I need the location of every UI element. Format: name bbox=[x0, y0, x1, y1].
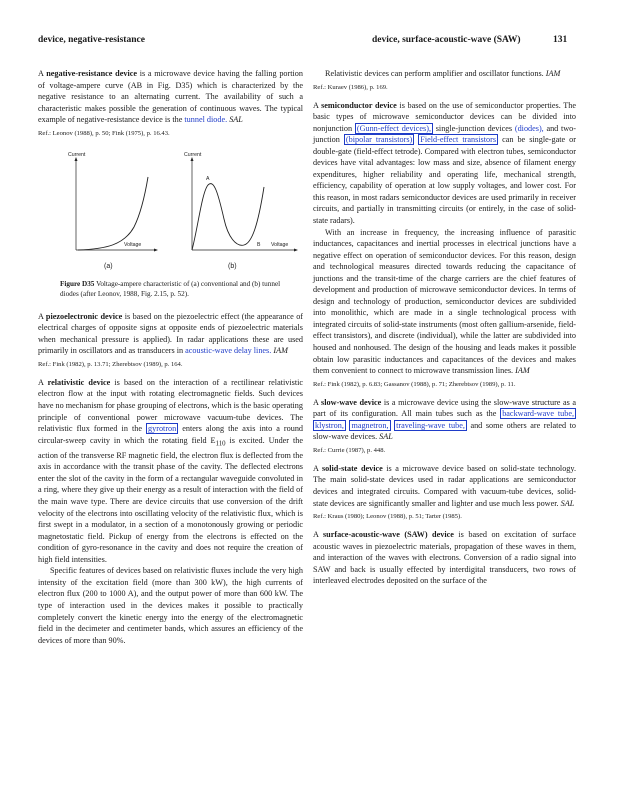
label-current-a: Current bbox=[68, 151, 86, 158]
link-gunn-effect-devices[interactable]: (Gunn-effect devices), bbox=[356, 123, 432, 133]
link-diodes[interactable]: (diodes), bbox=[514, 123, 544, 133]
link-bipolar-transistors[interactable]: (bipolar transistors) bbox=[345, 135, 413, 145]
paragraph-semiconductor-2: With an increase in frequency, the increasing influence of parasitic inductances, capacitances and inertial processes in electrical junctions have a negative effect on operation of semiconductor devices. For this reason, design and technological measures directed towards reducing the capacitance of junctions and the transit-time of the charge carriers are the chief features of development and production of microwave semiconductor devices. In terms of design and technology of production, semiconductor devices are subdivided into monolithic, which are made in a single technological process with integrated circuits of solid-state instruments (most often gallium-arsenide, field-effect transistors), and discrete (individual), while the latter are subdivided into housed and nonhoused. The design of the housing and leads makes it possible obtain low parasitic inductances and capacitances of the devices and makes them convenient to connect to microwave transmission lines. IAM bbox=[313, 227, 576, 376]
reference-line: Ref.: Currie (1987), p. 448. bbox=[313, 446, 386, 454]
label-point-a: A bbox=[206, 175, 210, 182]
entry-piezoelectronic: A piezoelectronic device is based on the piezoelectric effect (the appearance of electrical charges of opposite signs at opposite ends of piezoelectric materials when mechanical pressure is applied). In radar applications these are used primarily in oscillators and as transducers in acoustic-wave delay lines. IAM bbox=[38, 311, 304, 356]
paragraph-relativistic-2: Specific features of devices based on relativistic fluxes include the very high intensity of the excitation field (more than 300 kW), the high currents of electron flux (200 to 1000 A), and the output power of more than 600 kW. The type of interaction used in the devices makes it possible to practically completely convert the kinetic energy into the energy of the electromagnetic field in the decimeter and centimeter bands, which assures an efficiency of the devices of more than 90%. bbox=[38, 566, 303, 645]
link-traveling-wave-tube[interactable]: traveling-wave tube, bbox=[396, 420, 465, 430]
arrowhead-voltage-b bbox=[294, 248, 298, 251]
label-point-b: B bbox=[257, 241, 261, 248]
term-saw: surface-acoustic-wave (SAW) device bbox=[322, 530, 454, 540]
entry-negative-resistance: A negative-resistance device is a microwave device having the falling portion of voltage-ampere curve (AB in Fig. D35) which is characterized by the negative resistance to an alternating current. The availability of such a characteristic makes possible the generation of continuous waves. The typical example of negative-resistance device is the tunnel diode. SAL bbox=[38, 69, 303, 125]
entry-semiconductor: A semiconductor device is based on the use of semiconductor properties. The basic types of microwave semiconductor devices can be divided into nonjunction (Gunn-effect devices), single-junction devices (diodes), and two-junction (bipolar transistors) Field-effect transistors can be single-gate or double-gate (field-effect tetrode). Compared with electron tubes, semiconductor devices have vital advantages: low mass and size, absence of filament energy expenditures, higher reliability and operating life, mechanical strength, efficiency, capability of operation at low supply voltages, and lower cost. For this reason, in most radars semiconductor devices are used primarily in receiver circuits, and partially in transmitting circuits (or entirely, in the case of solid-state radars). bbox=[313, 100, 577, 226]
link-acoustic-wave-delay-lines[interactable]: acoustic-wave delay lines. bbox=[185, 346, 272, 356]
voltage-ampere-diagram bbox=[38, 147, 303, 273]
entry-saw: A surface-acoustic-wave (SAW) device is based on excitation of surface acoustic waves in piezoelectric materials, propagation of these waves in them, and interaction of the waves with electrons. Conversion of a radio signal into SAW and back is usually effected by interdigital transducers, two rows of interleaved electrodes deposited on the surface of the bbox=[313, 530, 577, 586]
running-header-left: device, negative-resistance bbox=[38, 35, 145, 45]
tag-b: (b) bbox=[228, 262, 237, 270]
link-backward-wave-tube[interactable]: backward-wave tube, bbox=[502, 409, 574, 419]
link-magnetron[interactable]: magnetron, bbox=[351, 420, 389, 430]
term-solid-state: solid-state device bbox=[321, 463, 383, 473]
curve-conventional-diode bbox=[78, 177, 148, 250]
reference-line: Ref.: Kuraev (1986), p. 169. bbox=[313, 83, 388, 91]
reference-line: Ref.: Kraus (1980); Leonov (1988), p. 51; Tarter (1985). bbox=[313, 513, 462, 521]
link-klystron[interactable]: klystron, bbox=[315, 420, 344, 430]
entry-slow-wave: A slow-wave device is a microwave device using the slow-wave structure as a part of its configuration. All main tubes such as the backward-wave tube, klystron, magnetron, traveling-wave tube, and some others are related to slow-wave devices. SAL bbox=[313, 397, 577, 442]
arrowhead-voltage-a bbox=[154, 248, 158, 251]
figure-d35 bbox=[38, 147, 303, 273]
page-number: 131 bbox=[553, 35, 568, 45]
left-column bbox=[38, 68, 303, 646]
reference-line: Ref.: Fink (1982), p. 13.71; Zherebtsov (1989), p. 164. bbox=[38, 360, 183, 368]
figure-caption: Figure D35 Voltage-ampere characteristic of (a) conventional and (b) tunnel diodes (after Leonov, 1988, Fig. 2.15, p. 52). bbox=[60, 279, 281, 298]
term-semiconductor: semiconductor device bbox=[321, 100, 397, 110]
link-field-effect-transistors[interactable]: Field-effect transistors bbox=[420, 135, 497, 145]
label-voltage-a: Voltage bbox=[124, 241, 142, 248]
term-piezoelectronic: piezoelectronic device bbox=[45, 311, 123, 321]
label-voltage-b: Voltage bbox=[271, 241, 289, 248]
link-gyrotron[interactable]: gyrotron bbox=[148, 424, 177, 434]
curve-tunnel-diode bbox=[192, 183, 264, 249]
running-header-right: device, surface-acoustic-wave (SAW) bbox=[372, 35, 521, 45]
author-initials: IAM bbox=[273, 346, 288, 356]
link-tunnel-diode[interactable]: tunnel diode. bbox=[184, 115, 228, 125]
paragraph-relativistic-cont: Relativistic devices can perform amplifier and oscillator functions. IAM bbox=[325, 69, 561, 78]
tag-a: (a) bbox=[104, 262, 113, 270]
entry-relativistic: A relativistic device is based on the interaction of a rectilinear relativistic electron flow at the input with rotating electromagnetic fields. Such devices have no mechanism for phase grouping of electrons, which is the basic operating principle of conventional power microwave vacuum-tube devices. The relativistic flux formed in the gyrotron enters along the axis into a round circular-sweep cavity in which the rotating field $E_{110}$ is excited. Under the action of the transverse RF magnetic field, the electron flux is deflected from the axis in accordance with the transit phase of the cavity. The deflected electrons enter the slot of the cavity in the form of a rectangular waveguide convoluted in a ring, where they give up their energy as a result of interaction with the field of the main wave type. There are device circuits that use conversion of the drift velocity of the electrons into oscillating velocity of the relativistic flux, which is first swept in a modulator, in a section of a monotonously growing or periodic magnetostatic field. Pickup of energy from the electrons is effected on the condition of gyro-resonance in the cavity and does not require the creation of high field intensities. bbox=[38, 377, 304, 564]
term-relativistic: relativistic device bbox=[47, 377, 111, 387]
label-current-b: Current bbox=[184, 151, 202, 158]
reference-line: Ref.: Fink (1982), p. 6.83; Gassanov (1988), p. 71; Zherebtsov (1989), p. 11. bbox=[313, 380, 516, 388]
term-negative-resistance: negative-resistance device bbox=[46, 69, 137, 78]
reference-line: Ref.: Leonov (1988), p. 50; Fink (1975), p. 16.43. bbox=[38, 129, 170, 137]
author-initials: SAL bbox=[229, 115, 243, 125]
entry-solid-state: A solid-state device is a microwave device based on solid-state technology. The main solid-state devices used in radar applications are semiconductor devices and integrated circuits. Compared with vacuum-tube devices, solid-state devices are significantly smaller and lighter and use much less power. SAL bbox=[313, 463, 576, 508]
term-slow-wave: slow-wave device bbox=[321, 397, 382, 407]
right-column bbox=[313, 68, 576, 587]
